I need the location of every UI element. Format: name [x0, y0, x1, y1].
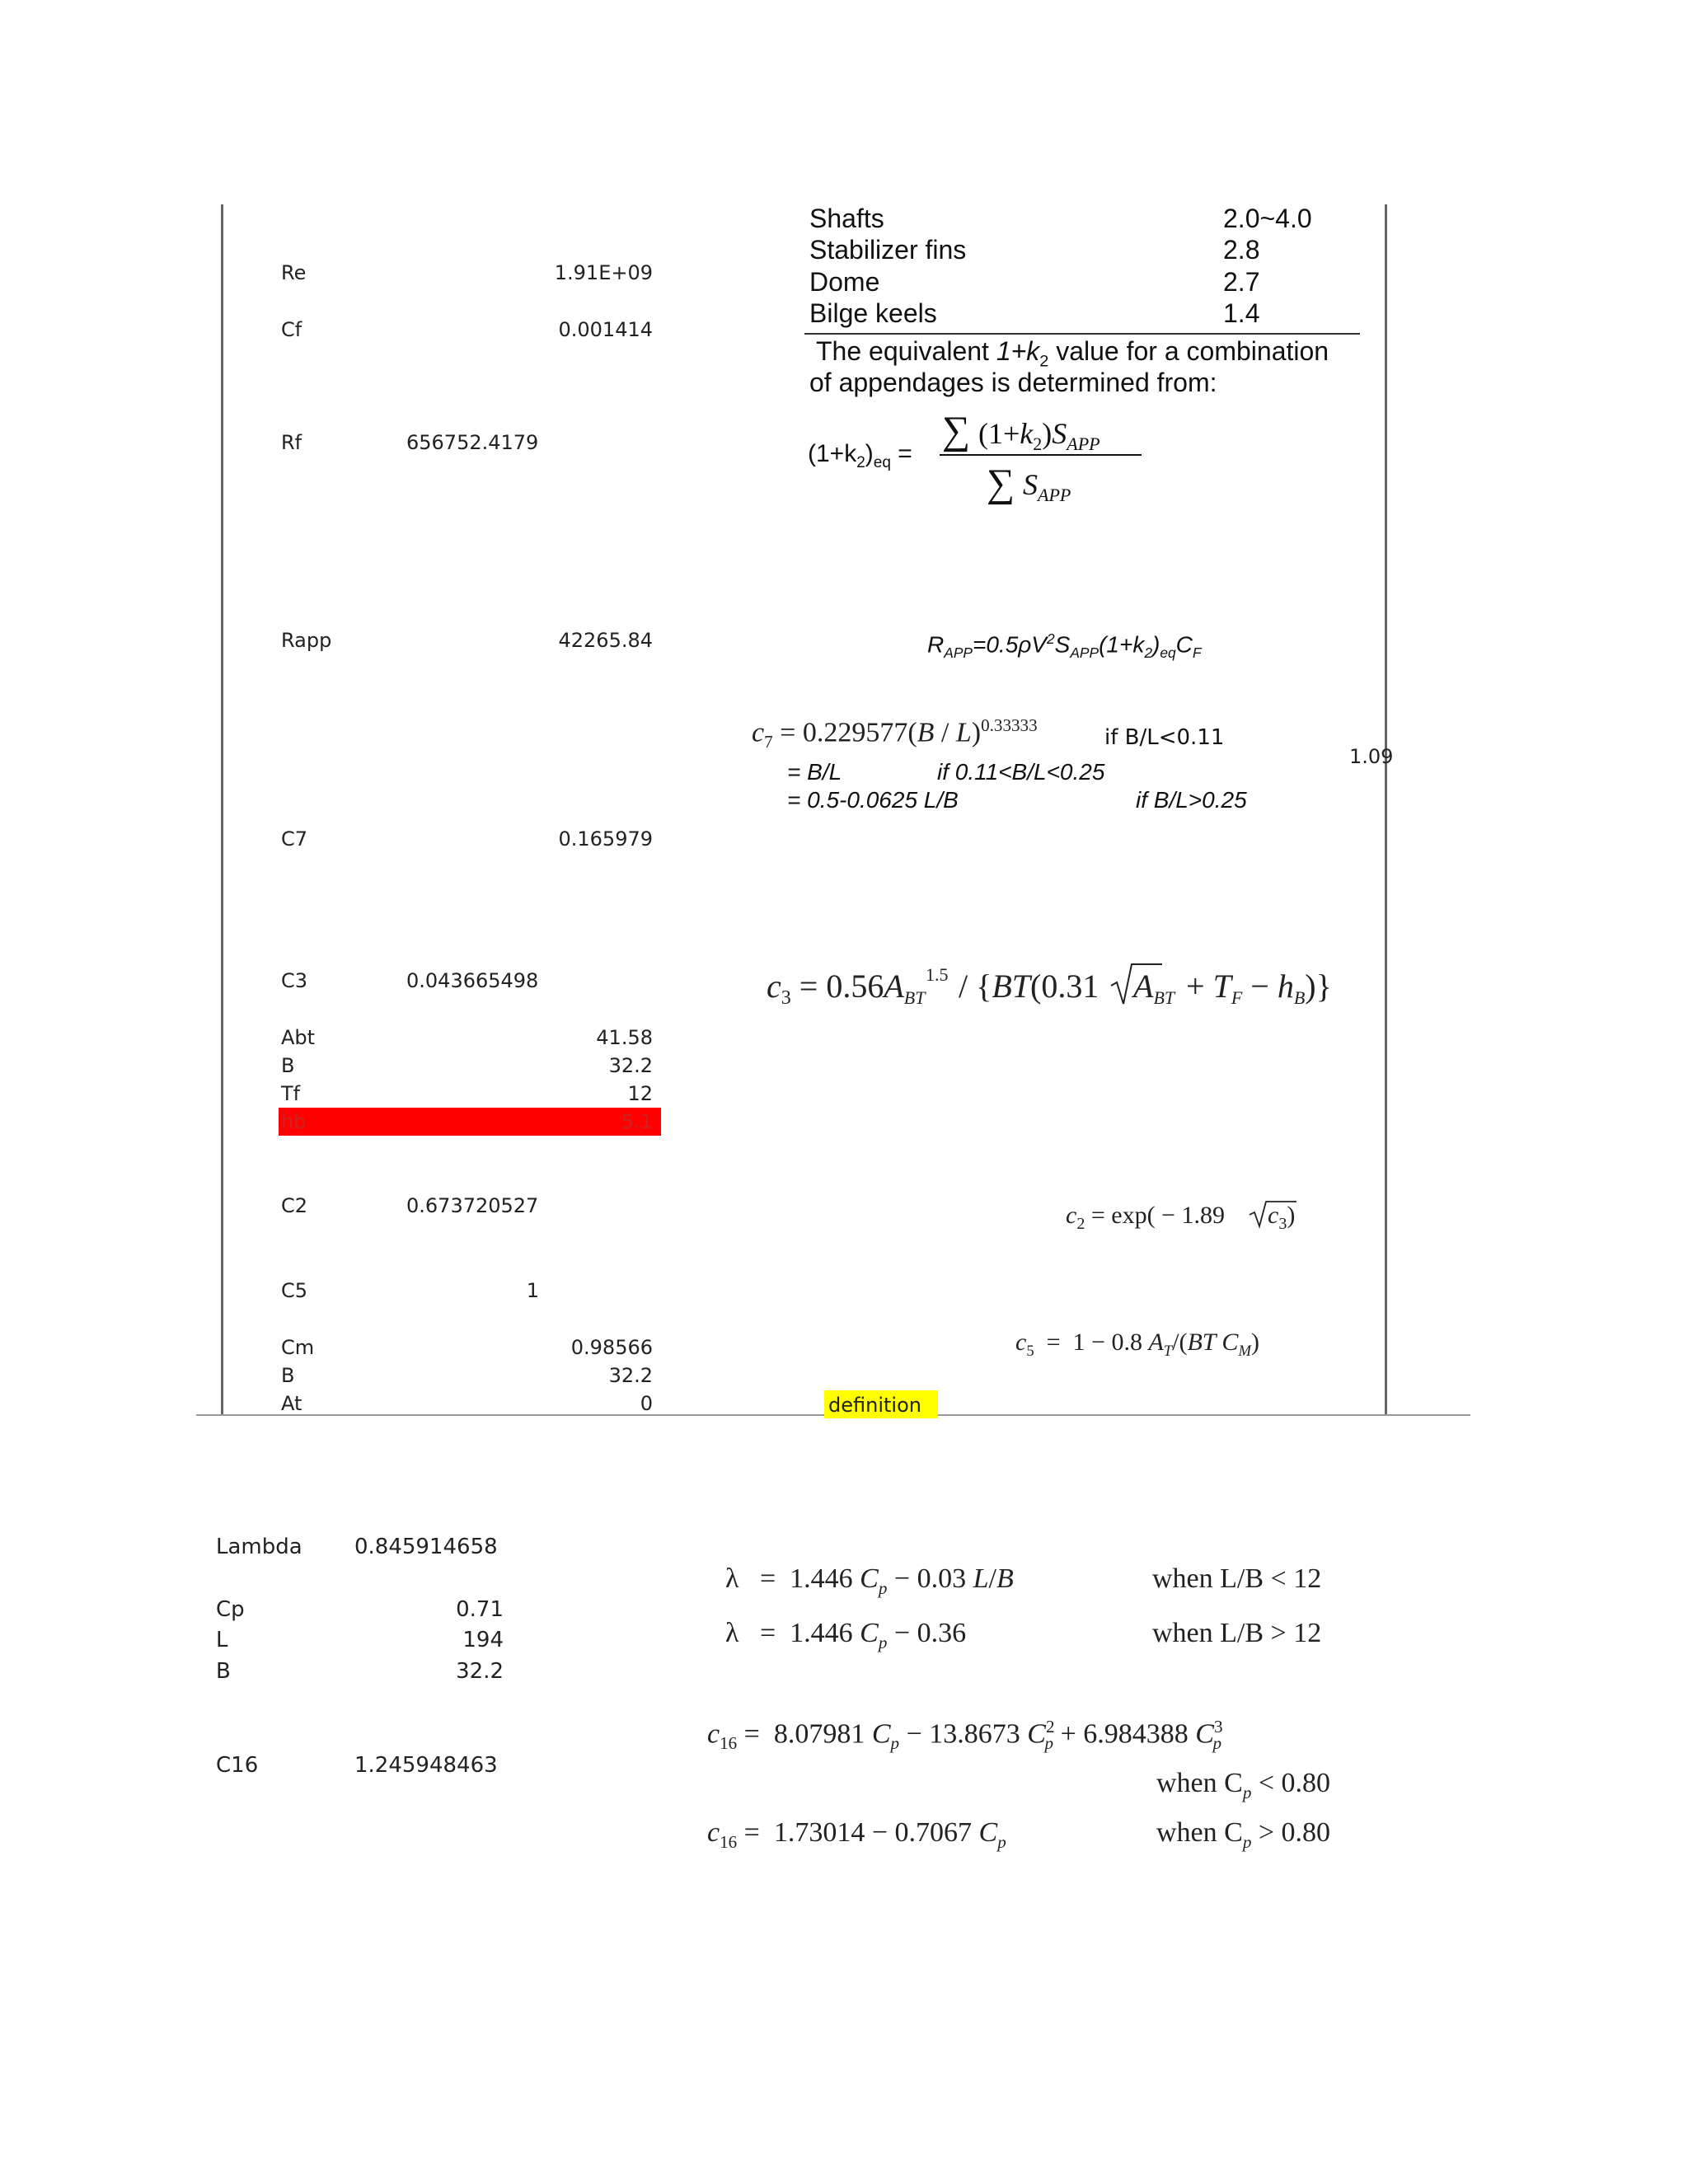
table-right-border: [1385, 204, 1387, 1416]
c2-formula: [1062, 1193, 1334, 1243]
appendage-name: Bilge keels: [809, 298, 937, 328]
c16-formula-2: $c_{16} = 1.73014 - 0.7067$ $C_p$: [707, 1817, 1006, 1852]
rapp-formula: $R_{APP}=0.5\rho V^2S_{APP}(1+k_2)_{eq}C_F$: [927, 630, 1202, 661]
label-c16: C16: [216, 1753, 259, 1778]
highlighted-row-hb: [279, 1108, 661, 1136]
c7-condition-1: if B/L<0.11: [1104, 725, 1225, 750]
c16-condition-1: when $C_p < 0.80$: [1156, 1768, 1331, 1802]
value-cp: 0.71: [456, 1597, 504, 1622]
appendage-value: 2.8: [1223, 235, 1260, 265]
appendage-name: Dome: [809, 267, 880, 297]
label-b: B: [281, 1054, 295, 1077]
label-at: At: [281, 1392, 302, 1415]
equivalent-text-line-1: The equivalent $1+k_2$ value for a combination: [816, 336, 1329, 371]
label-re: Re: [281, 261, 307, 284]
svg-text:(1+k2)SAPP: $(1+k_2)S_{APP}$: [978, 417, 1100, 454]
svg-text:ABT: $A_{BT}$: [1133, 968, 1175, 1008]
appendage-table-rule: [804, 333, 1360, 335]
c5-formula: $c_5 = 1 - 0.8$ $A_T/(BT$ $C_M$): [1015, 1329, 1259, 1360]
c7-line-2b: if 0.11<B/L<0.25: [937, 759, 1105, 785]
value-cf: 0.001414: [558, 318, 653, 341]
appendage-value: 1.4: [1223, 298, 1260, 328]
label-c5: C5: [281, 1279, 308, 1302]
svg-text:1.5: 1.5: [926, 964, 949, 985]
appendage-name: Stabilizer fins: [809, 235, 967, 265]
label-b-2: B: [281, 1364, 295, 1387]
equivalent-k2-formula: [804, 396, 1150, 511]
label-rapp: Rapp: [281, 629, 332, 652]
label-c2: C2: [281, 1194, 308, 1217]
c3-formula: [762, 949, 1356, 1015]
value-c16: 1.245948463: [354, 1753, 498, 1778]
c7-formula: $c_7 = 0.229577(B / L)^{0.33333}$: [752, 715, 1038, 752]
label-rf: Rf: [281, 431, 302, 454]
c7-line-3b: if B/L>0.25: [1136, 787, 1247, 813]
svg-text:/ {BT(0.31: / {BT(0.31: [959, 968, 1100, 1005]
value-b-2: 32.2: [608, 1364, 653, 1387]
label-l: L: [216, 1628, 228, 1652]
label-b-3: B: [216, 1659, 231, 1684]
value-c7: 0.165979: [558, 827, 653, 851]
svg-text:+ TF − hB)}: + $T_F - h_B$)}: [1186, 968, 1332, 1008]
value-c5: 1: [526, 1279, 539, 1302]
value-tf: 12: [627, 1082, 653, 1105]
label-lambda: Lambda: [216, 1535, 302, 1559]
value-c2: 0.673720527: [406, 1194, 539, 1217]
c16-formula-1: $c_{16} = 8.07981$ $C_p - 13.8673$ $C^2_p + 6.984388$ $C^3_p$: [707, 1717, 1223, 1754]
definition-label: definition: [828, 1394, 921, 1417]
svg-text:c3): $c_3$): [1268, 1202, 1296, 1233]
label-c3: C3: [281, 969, 308, 992]
label-cf: Cf: [281, 318, 302, 341]
value-c3: 0.043665498: [406, 969, 539, 992]
value-rf: 656752.4179: [406, 431, 539, 454]
lambda-formula-1: λ = 1.446 $C_p - 0.03$ L/B: [725, 1563, 1014, 1598]
c7-line-2a: = B/L: [787, 759, 842, 785]
svg-text:c2 = exp( − 1.89: $c_2 = \exp( - 1.89$: [1066, 1202, 1225, 1233]
svg-text:∑: ∑: [942, 409, 971, 452]
value-at: 0: [640, 1392, 653, 1415]
label-c7: C7: [281, 827, 308, 851]
svg-text:∑: ∑: [987, 462, 1015, 505]
value-l: 194: [462, 1628, 504, 1652]
label-hb: hb: [281, 1110, 307, 1133]
value-abt: 41.58: [596, 1026, 653, 1049]
value-b: 32.2: [608, 1054, 653, 1077]
side-value: 1.09: [1349, 745, 1394, 768]
c16-condition-2: when $C_p > 0.80$: [1156, 1817, 1331, 1852]
appendage-value: 2.7: [1223, 267, 1260, 297]
table-left-border: [221, 204, 223, 1416]
lambda-condition-2: when L/B > 12: [1152, 1618, 1322, 1648]
equivalent-text-line-2: of appendages is determined from:: [809, 368, 1217, 397]
svg-text:SAPP: $S_{APP}$: [1023, 468, 1071, 505]
appendage-name: Shafts: [809, 204, 884, 233]
label-tf: Tf: [281, 1082, 301, 1105]
label-cm: Cm: [281, 1336, 315, 1359]
value-cm: 0.98566: [570, 1336, 653, 1359]
lambda-condition-1: when L/B < 12: [1152, 1563, 1322, 1594]
label-cp: Cp: [216, 1597, 245, 1622]
appendage-value: 2.0~4.0: [1223, 204, 1312, 233]
svg-text:(1+k2)eq =: $(1+k_2)_{eq}$ =: [808, 440, 912, 471]
value-re: 1.91E+09: [554, 261, 653, 284]
lambda-formula-2: λ = 1.446 $C_p - 0.36$: [725, 1618, 967, 1652]
value-b-3: 32.2: [456, 1659, 504, 1684]
value-hb: 5.1: [621, 1110, 653, 1133]
value-rapp: 42265.84: [558, 629, 653, 652]
c7-line-3a: = 0.5-0.0625 L/B: [787, 787, 959, 813]
value-lambda: 0.845914658: [354, 1535, 498, 1559]
svg-text:c3 = 0.56ABT: $c_3 = 0.56A_{BT}$: [767, 968, 926, 1009]
label-abt: Abt: [281, 1026, 316, 1049]
